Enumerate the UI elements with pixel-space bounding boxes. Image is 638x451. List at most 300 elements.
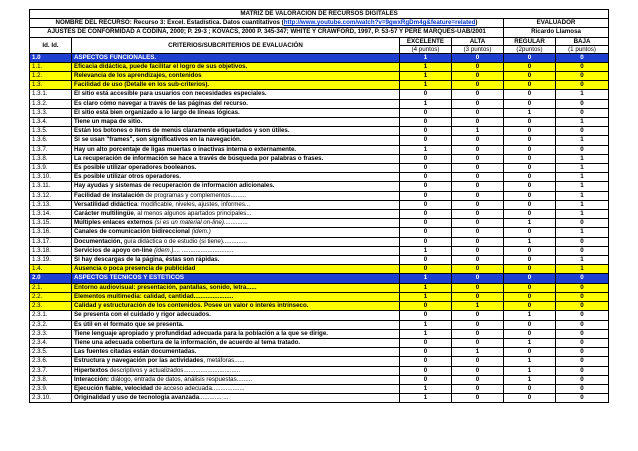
criterion-bold-text: Calidad y estructuración de los contenidos. Posee un valor o interés intrínseco. [74, 302, 309, 310]
score-baja: 1 [556, 210, 609, 219]
score-alta: 1 [452, 348, 504, 357]
score-baja: 1 [556, 265, 609, 274]
score-excelente: 0 [400, 127, 452, 136]
criterion-id: 1.3.8. [30, 154, 72, 163]
score-baja: 1 [556, 191, 609, 200]
score-baja: 1 [556, 256, 609, 265]
criterion-description [72, 375, 400, 384]
table-row [30, 145, 609, 154]
score-baja: 0 [556, 320, 609, 329]
criterion-bold-text: Relevancia [74, 72, 107, 80]
score-alta: 0 [452, 256, 504, 265]
table-row [30, 90, 609, 99]
criterion-description [72, 274, 400, 283]
table-row [30, 200, 609, 209]
score-regular: 1 [504, 366, 556, 375]
criterion-description [72, 228, 400, 237]
criterion-bold-text: Múltiples enlaces externos [74, 219, 153, 227]
score-excelente: 1 [400, 62, 452, 71]
table-row [30, 127, 609, 136]
criterion-regular-text: , puede facilitar el logro de sus objetivos. [125, 62, 248, 70]
score-regular: 1 [504, 375, 556, 384]
score-excelente: 1 [400, 81, 452, 90]
score-baja: 0 [556, 108, 609, 117]
score-alta: 0 [452, 81, 504, 90]
score-excelente: 0 [400, 256, 452, 265]
criterion-regular-text: diálogo, entrada de datos, análisis respuestas......... [109, 375, 253, 383]
criterion-bold-text: Canales de comunicación bidireccional [74, 228, 190, 236]
pts-excelente: (4 puntos) [400, 45, 452, 53]
criterion-description [72, 302, 400, 311]
score-regular: 0 [504, 81, 556, 90]
criterion-id: 1.3.17. [30, 237, 72, 246]
criterion-id: 2.3.7. [30, 366, 72, 375]
score-baja: 0 [556, 72, 609, 81]
resource-name [30, 19, 504, 28]
table-row [30, 292, 609, 301]
score-excelente: 0 [400, 173, 452, 182]
score-baja: 1 [556, 154, 609, 163]
score-alta: 0 [452, 375, 504, 384]
score-excelente: 0 [400, 182, 452, 191]
score-regular: 0 [504, 274, 556, 283]
score-baja: 0 [556, 375, 609, 384]
score-excelente: 1 [400, 72, 452, 81]
score-excelente: 0 [400, 191, 452, 200]
score-alta: 0 [452, 173, 504, 182]
table-row [30, 246, 609, 255]
criterion-id: 2.3.2. [30, 320, 72, 329]
criterion-description [72, 320, 400, 329]
score-baja: 0 [556, 246, 609, 255]
table-row [30, 219, 609, 228]
score-regular: 0 [504, 182, 556, 191]
col-criteria-header: CRITERIOS/SUBCRITERIOS DE EVALUACIÓN [72, 37, 400, 53]
criterion-bold-text: Originalidad y uso de tecnología avanzada [74, 394, 200, 402]
criterion-description [72, 145, 400, 154]
score-regular: 0 [504, 329, 556, 338]
score-regular: 0 [504, 62, 556, 71]
table-row [30, 164, 609, 173]
criterion-id: 2.1. [30, 283, 72, 292]
score-regular: 0 [504, 292, 556, 301]
criterion-bold-text: Documentación, [74, 237, 123, 245]
score-excelente: 1 [400, 329, 452, 338]
score-baja: 1 [556, 136, 609, 145]
criterion-id: 1.3.18. [30, 246, 72, 255]
criterion-description [72, 256, 400, 265]
score-regular: 0 [504, 348, 556, 357]
table-row [30, 173, 609, 182]
score-baja: 0 [556, 283, 609, 292]
table-row [30, 348, 609, 357]
table-row [30, 283, 609, 292]
criterion-bold-text: Es claro cómo navegar a través de las páginas del recurso. [74, 99, 249, 107]
score-baja: 0 [556, 237, 609, 246]
score-alta: 0 [452, 99, 504, 108]
score-excelente: 0 [400, 210, 452, 219]
criterion-description [72, 154, 400, 163]
score-excelente: 0 [400, 338, 452, 347]
score-baja: 0 [556, 99, 609, 108]
score-regular: 1 [504, 108, 556, 117]
score-alta: 0 [452, 311, 504, 320]
col-alta-header: ALTA [452, 37, 504, 45]
criterion-bold-text: Servicios de apoyo on-line [74, 246, 153, 254]
score-regular: 1 [504, 311, 556, 320]
criterion-description [72, 338, 400, 347]
criterion-description [72, 394, 400, 403]
score-excelente: 1 [400, 394, 452, 403]
criterion-bold-text: Eficacia didáctica [74, 62, 126, 70]
criterion-regular-text: : presentación, pantallas, sonido, letra...... [133, 283, 257, 291]
score-excelente: 0 [400, 375, 452, 384]
criterion-description [72, 62, 400, 71]
matrix-table [29, 9, 609, 403]
table-row [30, 320, 609, 329]
score-excelente: 0 [400, 348, 452, 357]
criterion-description [72, 265, 400, 274]
criterion-description [72, 329, 400, 338]
criterion-bold-text: Ejecución fiable, velocidad [74, 384, 154, 392]
table-row [30, 311, 609, 320]
criterion-description [72, 127, 400, 136]
score-regular: 0 [504, 320, 556, 329]
score-baja: 0 [556, 127, 609, 136]
criterion-bold-text: Se presenta con el cuidado y rigor adecuados. [74, 311, 211, 319]
criterion-description [72, 237, 400, 246]
score-excelente: 1 [400, 145, 452, 154]
score-excelente: 0 [400, 200, 452, 209]
criterion-bold-text: El sitio está accesible para usuarios con necesidades especiales. [74, 90, 267, 98]
criterion-bold-text: Estructura y navegación por las actividades [74, 357, 204, 365]
score-baja: 1 [556, 182, 609, 191]
criterion-id: 1.3.1. [30, 90, 72, 99]
score-baja: 0 [556, 145, 609, 154]
score-regular: 0 [504, 394, 556, 403]
criterion-description [72, 99, 400, 108]
score-baja: 1 [556, 200, 609, 209]
table-row [30, 338, 609, 347]
table-row [30, 228, 609, 237]
criterion-id: 1.3.14. [30, 210, 72, 219]
criterion-id: 1.3.2. [30, 99, 72, 108]
criterion-id: 1.3.3. [30, 108, 72, 117]
criterion-description [72, 90, 400, 99]
score-regular: 1 [504, 237, 556, 246]
score-regular: 0 [504, 246, 556, 255]
score-baja: 1 [556, 228, 609, 237]
criterion-regular-text: de los aprendizajes, contenidos [106, 72, 202, 80]
score-baja: 0 [556, 62, 609, 71]
column-header-row [30, 37, 609, 45]
score-regular: 0 [504, 154, 556, 163]
criterion-bold-text: Facilidad de instalación [74, 191, 144, 199]
pts-regular: (2puntos) [504, 45, 556, 53]
score-regular: 0 [504, 265, 556, 274]
criterion-bold-text: Hay un alto porcentaje de ligas muertas o inactivas interna o externamente. [74, 145, 297, 153]
score-excelente: 1 [400, 384, 452, 393]
table-row [30, 191, 609, 200]
adjustments-text: AJUSTES DE CONFORMIDAD A CODINA, 2000; P. 29-3 ; KOVACS, 2000 P. 345-347; WHITE Y CRAWFORD, 1997, P. 53-57 Y PERE MARQUÈS-UAB/2001 [30, 28, 504, 37]
criterion-regular-text: , metáforas...... [203, 357, 245, 365]
criterion-id: 1.3.4. [30, 118, 72, 127]
table-row [30, 394, 609, 403]
score-excelente: 1 [400, 283, 452, 292]
table-row [30, 329, 609, 338]
score-regular: 0 [504, 72, 556, 81]
criterion-description [72, 283, 400, 292]
criterion-regular-text: de acceso adecuada................... [153, 384, 245, 392]
resource-prefix: NOMBRE DEL RECURSO: Recurso 3: Excel. Estadística. Datos cuantitativos ( [55, 19, 284, 27]
criterion-id: 1.3.5. [30, 127, 72, 136]
score-regular: 0 [504, 302, 556, 311]
score-alta: 0 [452, 283, 504, 292]
matrix-body [30, 10, 609, 403]
score-alta: 0 [452, 228, 504, 237]
evaluator-label: EVALUADOR [504, 19, 609, 28]
score-alta: 0 [452, 145, 504, 154]
score-regular: 1 [504, 357, 556, 366]
criterion-id: 2.3. [30, 302, 72, 311]
table-row [30, 81, 609, 90]
criterion-description [72, 357, 400, 366]
score-excelente: 1 [400, 274, 452, 283]
score-alta: 0 [452, 53, 504, 62]
score-regular: 0 [504, 118, 556, 127]
table-row [30, 366, 609, 375]
table-row [30, 384, 609, 393]
col-id-header: Id. Id. [30, 37, 72, 53]
criterion-id: 1.3.7. [30, 145, 72, 154]
criterion-id: 1.1. [30, 62, 72, 71]
score-excelente: 0 [400, 357, 452, 366]
score-excelente: 0 [400, 228, 452, 237]
score-regular: 0 [504, 145, 556, 154]
score-excelente: 0 [400, 237, 452, 246]
criterion-bold-text: Facilidad de uso (Detalle en los sub-criterios). [74, 81, 210, 89]
adjustments-row [30, 28, 609, 37]
criterion-regular-text: ............. ... [199, 394, 229, 402]
score-baja: 1 [556, 118, 609, 127]
pts-alta: (3 puntos) [452, 45, 504, 53]
criterion-id: 2.3.5. [30, 348, 72, 357]
col-baja-header: BAJA [556, 37, 609, 45]
score-alta: 0 [452, 384, 504, 393]
criterion-regular-text: (idem.) [189, 228, 211, 236]
criterion-id: 1.3.9. [30, 164, 72, 173]
score-baja: 0 [556, 81, 609, 90]
criterion-bold-text: Tiene un mapa de sitio. [74, 118, 143, 126]
table-row [30, 72, 609, 81]
score-baja: 0 [556, 311, 609, 320]
criterion-regular-text: : calidad, cantidad....................... [139, 292, 234, 300]
score-excelente: 0 [400, 219, 452, 228]
criterion-bold-text: Hay ayudas y sistemas de recuperación de información adicionales. [74, 182, 275, 190]
score-baja: 0 [556, 394, 609, 403]
score-excelente: 0 [400, 164, 452, 173]
criterion-description [72, 53, 400, 62]
score-baja: 0 [556, 219, 609, 228]
score-regular: 0 [504, 228, 556, 237]
score-excelente: 0 [400, 154, 452, 163]
table-row [30, 375, 609, 384]
score-alta: 0 [452, 108, 504, 117]
criterion-id: 2.3.3. [30, 329, 72, 338]
score-baja: 0 [556, 348, 609, 357]
criterion-id: 2.3.1. [30, 311, 72, 320]
col-excelente-header: EXCELENTE [400, 37, 452, 45]
score-alta: 0 [452, 237, 504, 246]
score-alta: 0 [452, 90, 504, 99]
resource-row [30, 19, 609, 28]
score-alta: 0 [452, 292, 504, 301]
score-regular: 0 [504, 90, 556, 99]
resource-link[interactable]: http://www.youtube.com/watch?v=9gwxRgDm4g&feature=related [283, 19, 476, 27]
score-regular: 0 [504, 99, 556, 108]
score-alta: 0 [452, 62, 504, 71]
criterion-id: 2.0 [30, 274, 72, 283]
score-regular: 0 [504, 210, 556, 219]
criterion-bold-text: ASPECTOS FUNCIONALES. [74, 53, 157, 61]
criterion-description [72, 292, 400, 301]
score-regular: 0 [504, 127, 556, 136]
criterion-bold-text: Ausencia [74, 265, 102, 273]
criterion-id: 1.3.11. [30, 182, 72, 191]
score-excelente: 0 [400, 302, 452, 311]
criterion-regular-text: (idem.).... .............................. [152, 246, 234, 254]
criterion-bold-text: Hipertextos [74, 366, 109, 374]
score-baja: 0 [556, 338, 609, 347]
criterion-bold-text: Si hay descargas de la página, éstas son rápidas. [74, 256, 220, 264]
score-baja: 1 [556, 173, 609, 182]
criterion-bold-text: Carácter multilingüe [74, 210, 134, 218]
score-alta: 0 [452, 265, 504, 274]
criterion-bold-text: Si se usan "frames", son significativos en la navegación. [74, 136, 242, 144]
criterion-regular-text: guía didáctica o de estudio (si tiene).............. [122, 237, 247, 245]
score-alta: 0 [452, 329, 504, 338]
criterion-description [72, 200, 400, 209]
resource-suffix: ) [475, 19, 478, 27]
score-baja: 1 [556, 164, 609, 173]
criterion-bold-text: Tiene lenguaje apropiado y profundidad adecuada para la población a la que se dirige. [74, 329, 328, 337]
criterion-description [72, 191, 400, 200]
score-regular: 0 [504, 283, 556, 292]
criterion-description [72, 118, 400, 127]
title-row [30, 10, 609, 19]
score-alta: 0 [452, 72, 504, 81]
criterion-id: 1.4. [30, 265, 72, 274]
criterion-bold-text: Es posible utilizar operadores booleanos. [74, 164, 197, 172]
criterion-description [72, 348, 400, 357]
criterion-bold-text: Interacción: [74, 375, 110, 383]
score-excelente: 0 [400, 90, 452, 99]
criterion-bold-text: ASPECTOS TÉCNICOS Y ESTÉTICOS [74, 274, 185, 282]
score-excelente: 0 [400, 108, 452, 117]
score-alta: 0 [452, 274, 504, 283]
criterion-regular-text: (si es un material on-line).............. [152, 219, 249, 227]
score-baja: 0 [556, 366, 609, 375]
score-regular: 0 [504, 384, 556, 393]
table-row [30, 357, 609, 366]
criterion-id: 2.3.9. [30, 384, 72, 393]
criterion-description [72, 72, 400, 81]
criterion-id: 1.3.6. [30, 136, 72, 145]
score-alta: 0 [452, 320, 504, 329]
criterion-id: 2.3.6. [30, 357, 72, 366]
score-alta: 0 [452, 118, 504, 127]
table-row [30, 108, 609, 117]
score-regular: 0 [504, 256, 556, 265]
score-baja: 1 [556, 90, 609, 99]
criterion-description [72, 246, 400, 255]
table-row [30, 118, 609, 127]
score-alta: 0 [452, 182, 504, 191]
criterion-id: 2.3.4. [30, 338, 72, 347]
table-row [30, 210, 609, 219]
score-excelente: 0 [400, 118, 452, 127]
criterion-bold-text: Tiene una adecuada cobertura de la información, de acuerdo al tema tratado. [74, 338, 301, 346]
score-baja: 0 [556, 274, 609, 283]
table-row [30, 154, 609, 163]
table-row [30, 237, 609, 246]
criterion-bold-text: Es útil en el formato que se presenta. [74, 320, 184, 328]
score-alta: 1 [452, 127, 504, 136]
score-baja: 0 [556, 292, 609, 301]
criterion-bold-text: El sitio está bien organizado a lo largo de líneas lógicas. [74, 108, 240, 116]
criterion-description [72, 384, 400, 393]
criterion-bold-text: Las fuentes citadas están documentadas. [74, 348, 197, 356]
criterion-bold-text: La recuperación de información se hace a través de búsqueda por palabras o frases. [74, 154, 324, 162]
score-baja: 0 [556, 384, 609, 393]
criterion-regular-text: o poca presencia de publicidad [101, 265, 196, 273]
table-row [30, 274, 609, 283]
criterion-id: 1.3.12. [30, 191, 72, 200]
score-regular: 0 [504, 191, 556, 200]
table-row [30, 99, 609, 108]
criterion-bold-text: Elementos multimedia [74, 292, 140, 300]
score-excelente: 1 [400, 53, 452, 62]
score-excelente: 0 [400, 136, 452, 145]
table-row [30, 136, 609, 145]
criterion-description [72, 182, 400, 191]
score-alta: 0 [452, 210, 504, 219]
score-alta: 0 [452, 154, 504, 163]
criterion-description [72, 164, 400, 173]
score-alta: 0 [452, 219, 504, 228]
criterion-bold-text: Entorno audiovisual [74, 283, 134, 291]
criterion-regular-text: : modificable, niveles, ajustes, informes... [137, 200, 251, 208]
score-regular: 0 [504, 173, 556, 182]
criterion-id: 1.3.15. [30, 219, 72, 228]
table-row [30, 62, 609, 71]
valuation-matrix [29, 9, 608, 403]
criterion-description [72, 81, 400, 90]
criterion-bold-text: Es posible utilizar otros operadores. [74, 173, 181, 181]
criterion-id: 2.3.8. [30, 375, 72, 384]
score-alta: 0 [452, 191, 504, 200]
table-row [30, 182, 609, 191]
score-regular: 0 [504, 200, 556, 209]
score-excelente: 1 [400, 246, 452, 255]
score-regular: 0 [504, 53, 556, 62]
criterion-bold-text: Versatilidad didáctica [74, 200, 138, 208]
score-alta: 0 [452, 394, 504, 403]
table-row [30, 265, 609, 274]
score-excelente: 1 [400, 320, 452, 329]
criterion-regular-text: descriptivos y actualizados................................. [108, 366, 241, 374]
score-baja: 0 [556, 357, 609, 366]
